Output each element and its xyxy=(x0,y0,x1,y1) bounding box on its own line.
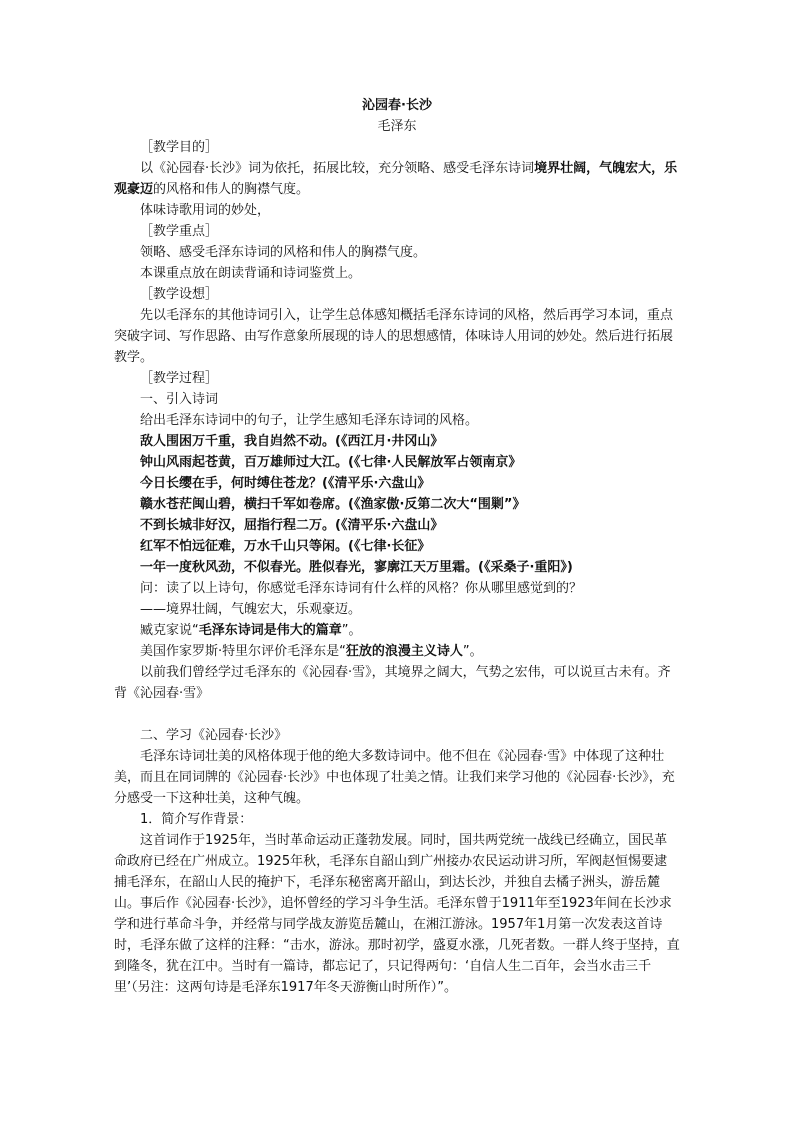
goal-paragraph-1 xyxy=(114,158,680,200)
quote-line: 一年一度秋风劲，不似春光。胜似春光，寥廓江天万里霜。(《采桑子·重阳》) xyxy=(140,560,573,575)
section-head-design: ［教学设想］ xyxy=(140,287,219,302)
section-head-goal: ［教学目的］ xyxy=(140,140,219,155)
key-paragraph-1: 领略、感受毛泽东诗词的风格和伟人的胸襟气度。 xyxy=(140,245,427,260)
poem-title: 沁园春·长沙 xyxy=(362,98,432,113)
zang-kejia-quote xyxy=(114,620,680,641)
poem-author: 毛泽东 xyxy=(377,119,417,134)
zang-text: 臧克家说“ xyxy=(140,623,199,638)
quote-line: 钟山风雨起苍黄，百万雄师过大江。(《七律·人民解放军占领南京》 xyxy=(140,455,522,470)
quote-line: 不到长城非好汉，屈指行程二万。(《清平乐·六盘山》 xyxy=(140,518,444,533)
step-1-intro: 给出毛泽东诗词中的句子，让学生感知毛泽东诗词的风格。 xyxy=(140,413,479,428)
quote-line: 敌人围困万千重，我自岿然不动。(《西江月·井冈山》 xyxy=(140,434,444,449)
answer-line: ——境界壮阔，气魄宏大，乐观豪迈。 xyxy=(140,602,362,617)
blank-line xyxy=(114,704,680,725)
question-line: 问：读了以上诗句，你感觉毛泽东诗词有什么样的风格？你从哪里感觉到的？ xyxy=(140,581,583,596)
goal-text: 以《沁园春·长沙》词为依托，拓展比较，充分领略、感受毛泽东诗词 xyxy=(140,161,535,176)
goal-bold-text: 境界壮阔，气魄宏大，乐观豪迈 xyxy=(114,161,678,197)
terrill-text-end: ”。 xyxy=(462,644,483,659)
quote-line: 今日长缨在手，何时缚住苍龙？(《清平乐·六盘山》 xyxy=(140,476,431,491)
section-head-process: ［教学过程］ xyxy=(140,371,219,386)
zang-text-end: ”。 xyxy=(341,623,362,638)
previous-lesson-paragraph: 以前我们曾经学过毛泽东的《沁园春·雪》，其境界之阔大，气势之宏伟，可以说亘古未有。齐背《沁园春·雪》 xyxy=(114,665,671,701)
terrill-text: 美国作家罗斯·特里尔评价毛泽东是“ xyxy=(140,644,346,659)
step-1-heading: 一、引入诗词 xyxy=(140,392,219,407)
terrill-bold-text: 狂放的浪漫主义诗人 xyxy=(345,644,463,659)
background-paragraph: 这首词作于1925年，当时革命运动正蓬勃发展。同时，国共两党统一战线已经确立，国民革命政府已经在广州成立。1925年秋，毛泽东自韶山到广州接办农民运动讲习所，军阀赵恒惕要逮捕毛泽东，在韶山人民的掩护下，毛泽东秘密离开韶山，到达长沙，并独自去橘子洲头，游岳麓山。事后作《沁园春·长沙》，追怀曾经的学习斗争生活。毛泽东曾于1911年至1923年间在长沙求学和进行革命斗争，并经常与同学战友游览岳麓山，在湘江游泳。1957年1月第一次发表这首诗时，毛泽东做了这样的注释：“击水，游泳。那时初学，盛夏水涨，几死者数。一群人终于坚持，直到隆冬，犹在江中。当时有一篇诗，都忘记了，只记得两句：‘自信人生二百年，会当水击三千里’（另注：这两句诗是毛泽东1917年冬天游衡山时所作）”。 xyxy=(114,833,680,995)
sub-heading-background: 1．简介写作背景： xyxy=(140,812,253,827)
key-paragraph-2: 本课重点放在朗读背诵和诗词鉴赏上。 xyxy=(140,266,362,281)
zang-bold-text: 毛泽东诗词是伟大的篇章 xyxy=(198,623,342,638)
quote-line: 红军不怕远征难，万水千山只等闲。(《七律·长征》 xyxy=(140,539,431,554)
step-2-heading: 二、学习《沁园春·长沙》 xyxy=(140,728,288,743)
quote-line: 赣水苍茫闽山碧，横扫千军如卷席。(《渔家傲·反第二次大“围剿”》 xyxy=(140,497,526,512)
section-head-key: ［教学重点］ xyxy=(140,224,219,239)
document-page xyxy=(114,95,680,998)
goal-text-end: 的风格和伟人的胸襟气度。 xyxy=(153,182,310,197)
goal-paragraph-2: 体味诗歌用词的妙处， xyxy=(140,203,271,218)
design-paragraph: 先以毛泽东的其他诗词引入，让学生总体感知概括毛泽东诗词的风格，然后再学习本词，重点突破字词、写作思路、由写作意象所展现的诗人的思想感情，体味诗人用词的妙处。然后进行拓展教学。 xyxy=(114,308,674,365)
terrill-quote xyxy=(114,641,680,662)
step-2-intro: 毛泽东诗词壮美的风格体现于他的绝大多数诗词中。他不但在《沁园春·雪》中体现了这种壮美，而且在同词牌的《沁园春·长沙》中也体现了壮美之情。让我们来学习他的《沁园春·长沙》，充分感受一下这种壮美，这种气魄。 xyxy=(114,749,675,806)
